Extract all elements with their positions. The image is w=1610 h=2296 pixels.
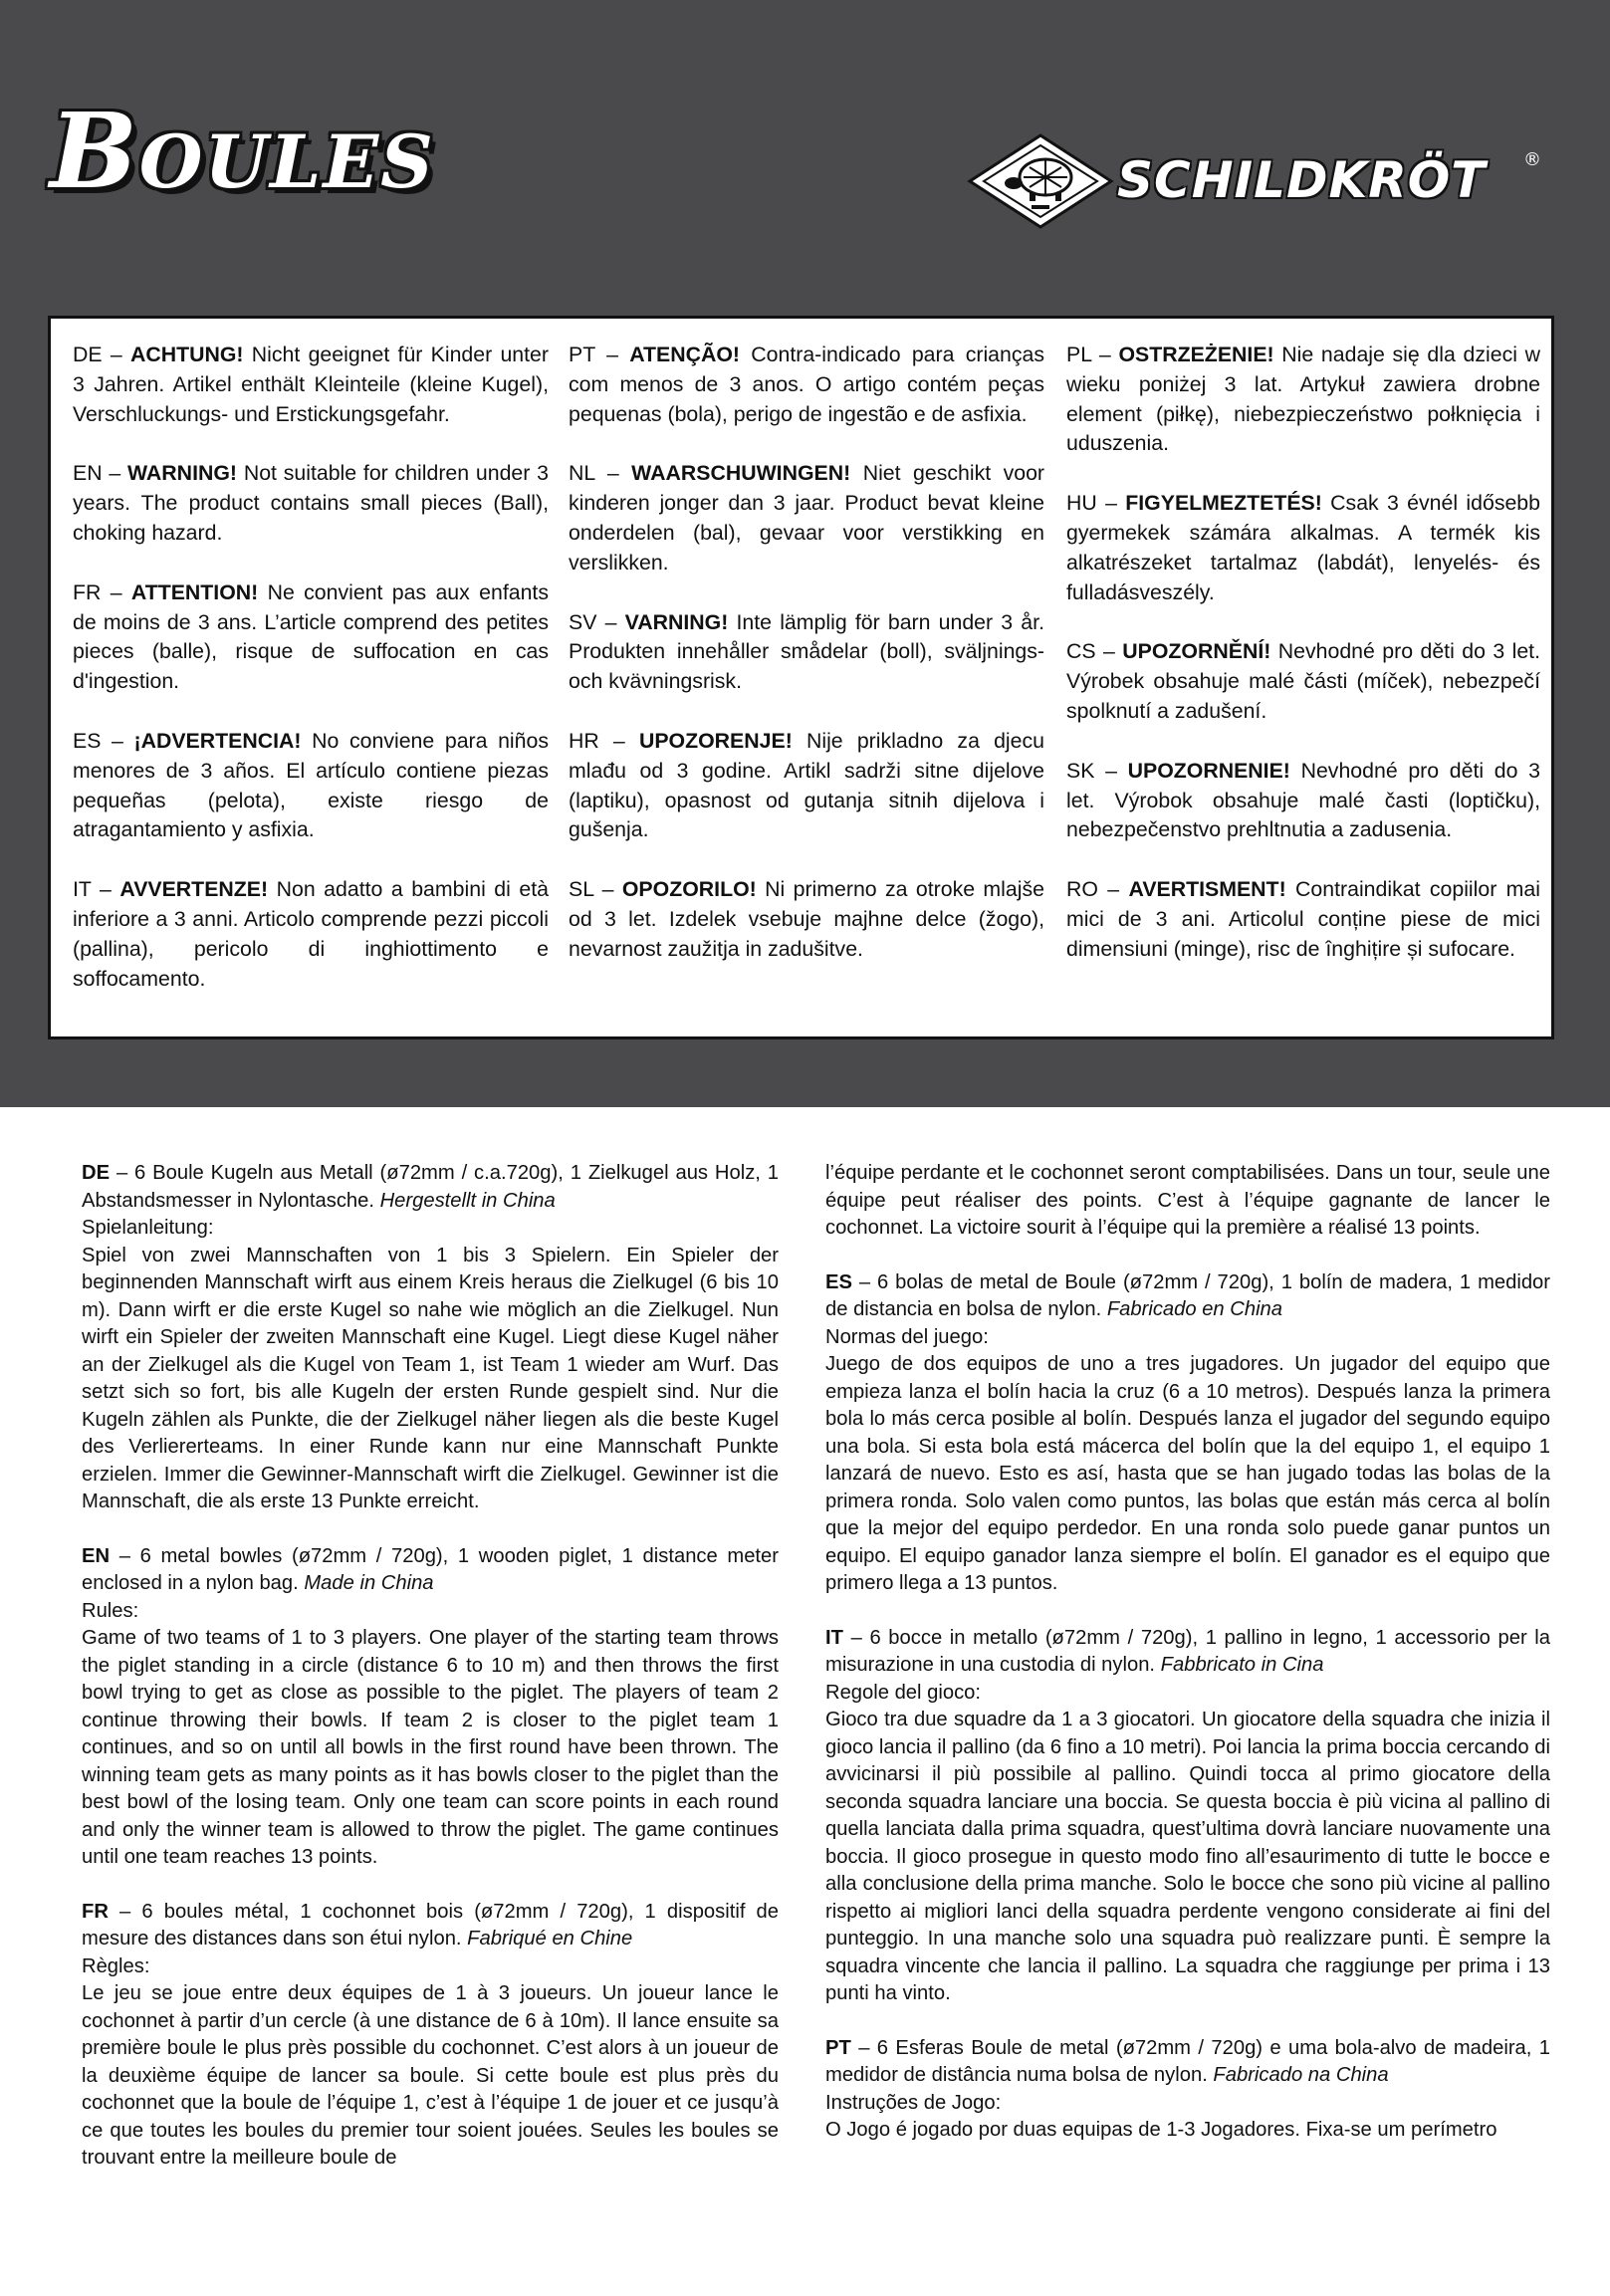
warning-lang: ES — [73, 728, 102, 753]
warning-lang: RO — [1066, 877, 1098, 902]
instructions-column — [82, 1160, 779, 2199]
language-code: DE — [82, 1162, 111, 1184]
instructions-section — [825, 1625, 1550, 2008]
made-in-text: Hergestellt in China — [379, 1189, 556, 1212]
turtle-logo-icon — [966, 131, 1115, 231]
warning-label: WAARSCHUWINGEN! — [631, 461, 851, 486]
language-code: ES — [825, 1270, 852, 1293]
warning-paragraph: EN – WARNING! Not suitable for children under 3 years. The product contains small pieces (Ball), choking hazard. — [73, 461, 549, 545]
warning-paragraph: ES – ¡ADVERTENCIA! No conviene para niños menores de 3 años. El artículo contiene piezas pequeñas (pelota), existe riesgo de atragantamiento y asfixia. — [73, 728, 549, 842]
made-in-text: Fabbricato in Cina — [1160, 1654, 1324, 1676]
warning-paragraph: SV – VARNING! Inte lämplig för barn under 3 år. Produkten innehåller smådelar (boll), sväljnings- och kvävningsrisk. — [569, 609, 1044, 694]
contents-text: – 6 bocce in metallo (ø72mm / 720g), 1 pallino in legno, 1 accessorio per la misurazione in una custodia di nylon. — [825, 1626, 1551, 1676]
made-in-text: Fabricado na China — [1213, 2064, 1389, 2086]
warning-lang: SK — [1066, 758, 1095, 783]
warning-text: Contra-indicado para crianças com menos de 3 anos. O artigo contém peças pequenas (bola), perigo de ingestão e de asfixia. — [569, 343, 1045, 426]
warning-label: ¡ADVERTENCIA! — [133, 728, 302, 753]
rules-text: l’équipe perdante et le cochonnet seront comptabilisées. Dans un tour, seule une équipe peut réaliser des points. C’est à l’équipe gagnante de lancer le cochonnet. La victoire sourit à l’équipe qui la première a réalisé 13 points. — [825, 1162, 1550, 1239]
contents-text: – 6 metal bowles (ø72mm / 720g), 1 wooden piglet, 1 distance meter enclosed in a nylon bag. — [82, 1544, 779, 1594]
contents-text: – 6 bolas de metal de Boule (ø72mm / 720g), 1 bolín de madera, 1 medidor de distancia en bolsa de nylon. — [825, 1270, 1551, 1320]
warning-text: Ne convient pas aux enfants de moins de 3 ans. L’article comprend des petites pieces (balle), risque de suffocation en cas d'ingestion. — [73, 579, 549, 694]
rules-text: Spiel von zwei Mannschaften von 1 bis 3 Spielern. Ein Spieler der beginnenden Mannschaft wirft aus einem Kreis heraus die Zielkugel (6 bis 10 m). Dann wirft er die erste Kugel so nahe wie möglich an die Zielkugel. Nun wirft ein Spieler der zweiten Mannschaft eine Kugel. Liegt diese Kugel näher an der Zielkugel als die Kugel von Team 1, ist Team 1 wieder am Wurf. Das setzt sich so fort, bis alle Kugeln der ersten Runde gespielt sind. Nur die Kugeln zählen als Punkte, die der Zielkugel näher liegen als die beste Kugel des Verliererteams. In einer Runde kann nur eine Mannschaft Punkte erzielen. Immer die Gewinner-Mannschaft wirft die Zielkugel. Gewinner ist die Mannschaft, die als erste 13 Punkte erreicht. — [82, 1244, 779, 1512]
registered-mark: ® — [1523, 149, 1541, 170]
warning-paragraph: HR – UPOZORENJE! Nije prikladno za djecu mlađu od 3 godine. Artikl sadrži sitne dijelove (laptiku), opasnost od gutanja sitnih dijelova i gušenja. — [569, 728, 1044, 842]
product-title: Boules — [50, 90, 435, 212]
warning-label: VARNING! — [624, 609, 729, 634]
instructions-section — [825, 1269, 1550, 1598]
instructions-section — [825, 1160, 1550, 1243]
warning-label: AVERTISMENT! — [1128, 877, 1286, 902]
warning-text: Nicht geeignet für Kinder unter 3 Jahren. Artikel enthält Kleinteile (kleine Kugel), Verschluckungs- und Erstickungsgefahr. — [73, 343, 549, 426]
instructions-section — [82, 1899, 779, 2173]
language-code: IT — [825, 1626, 843, 1649]
warning-column — [569, 341, 1044, 995]
warning-paragraph: NL – WAARSCHUWINGEN! Niet geschikt voor kinderen jonger dan 3 jaar. Product bevat kleine onderdelen (bal), gevaar voor verstikking en verslikken. — [569, 461, 1044, 574]
warning-label: AVVERTENZE! — [119, 877, 269, 902]
instructions-section — [82, 1160, 779, 1516]
rules-heading: Règles: — [82, 1954, 150, 1977]
warning-paragraph: RO – AVERTISMENT! Contraindikat copiilor mai mici de 3 ani. Articolul conține piese de mici dimensiuni (minge), risc de înghițire și sufocare. — [1066, 877, 1541, 961]
language-code: EN — [82, 1544, 111, 1567]
warning-label: OSTRZEŻENIE! — [1118, 343, 1274, 366]
warning-lang: PL — [1066, 343, 1092, 366]
rules-heading: Normas del juego: — [825, 1325, 989, 1348]
language-code: FR — [82, 1900, 109, 1923]
warning-label: ACHTUNG! — [129, 343, 244, 366]
warning-paragraph: SK – UPOZORNENIE! Nevhodné pro děti do 3 let. Výrobok obsahuje malé časti (loptičku), nebezpečenstvo prehltnutia a zadusenia. — [1066, 758, 1540, 842]
warning-label: ATENÇÃO! — [629, 343, 740, 366]
warning-lang: HR — [569, 728, 599, 753]
contents-text: – 6 Boule Kugeln aus Metall (ø72mm / c.a.720g), 1 Zielkugel aus Holz, 1 Abstandsmesser in Nylontasche. — [82, 1162, 780, 1212]
warning-label: WARNING! — [127, 461, 238, 486]
rules-heading: Rules: — [82, 1599, 139, 1622]
warning-text: Nevhodné pro děti do 3 let. Výrobok obsahuje malé časti (loptičku), nebezpečenstvo prehltnutia a zadusenia. — [1066, 758, 1540, 842]
warning-label: UPOZORENJE! — [638, 728, 793, 753]
warning-label: ATTENTION! — [130, 579, 259, 604]
warning-paragraph: PT – ATENÇÃO! Contra-indicado para crianças com menos de 3 anos. O artigo contém peças pequenas (bola), perigo de ingestão e de asfixia. — [569, 343, 1045, 426]
rules-heading: Instruções de Jogo: — [825, 2091, 1002, 2114]
contents-text: – 6 Esferas Boule de metal (ø72mm / 720g) e uma bola-alvo de madeira, 1 medidor de distância numa bolsa de nylon. — [825, 2036, 1550, 2086]
warning-label: UPOZORNENIE! — [1127, 758, 1290, 783]
warning-paragraph: IT – AVVERTENZE! Non adatto a bambini di età inferiore a 3 anni. Articolo comprende pezzi piccoli (pallina), pericolo di inghiottimento e soffocamento. — [73, 877, 549, 991]
rules-text: Le jeu se joue entre deux équipes de 1 à 3 joueurs. Un joueur lance le cochonnet à partir d’un cercle (à une distance de 6 à 10m). Il lance ensuite sa première boule le plus près possible du cochonnet. C’est alors à un joueur de la deuxième équipe de lancer sa boule. Si cette boule est plus près du cochonnet que la boule de l’équipe 1, c’est à l’équipe 1 de jouer et ce jusqu’à ce que toutes les boules du premier tour soient jouées. Seules les boules se trouvant entre la meilleure boule de — [82, 1982, 779, 2169]
made-in-text: Fabricado en China — [1106, 1298, 1283, 1320]
warning-lang: PT — [569, 343, 595, 366]
warning-lang: FR — [73, 579, 102, 604]
warning-text: Ni primerno za otroke mlajše od 3 let. Izdelek vsebuje majhne delce (žogo), nevarnost zaužitja in zadušitve. — [569, 877, 1044, 961]
rules-heading: Regole del gioco: — [825, 1681, 981, 1704]
warning-lang: SL — [569, 877, 594, 902]
made-in-text: Made in China — [304, 1572, 434, 1594]
warning-label: FIGYELMEZTETÉS! — [1125, 491, 1322, 516]
warning-paragraph: CS – UPOZORNĚNÍ! Nevhodné pro děti do 3 let. Výrobek obsahuje malé části (míček), nebezpečí spolknutí a zadušení. — [1066, 639, 1540, 723]
warning-text: Nie nadaje się dla dzieci w wieku poniżej 3 lat. Artykuł zawiera drobne element (piłkę), niebezpieczeństwo połknięcia i uduszenia. — [1066, 343, 1540, 456]
warning-paragraph: PL – OSTRZEŻENIE! Nie nadaje się dla dzieci w wieku poniżej 3 lat. Artykuł zawiera drobne element (piłkę), niebezpieczeństwo połknięcia i uduszenia. — [1066, 343, 1540, 456]
warning-paragraph: HU – FIGYELMEZTETÉS! Csak 3 évnél idősebb gyermekek számára alkalmas. A termék kis alkatrészeket tartalmaz (labdát), lenyelés- és fulladásveszély. — [1066, 491, 1540, 604]
warning-label: UPOZORNĚNÍ! — [1122, 639, 1271, 664]
warning-text: Non adatto a bambini di età inferiore a 3 anni. Articolo comprende pezzi piccoli (pallina), pericolo di inghiottimento e soffocamento. — [73, 877, 549, 991]
brand-logo — [966, 131, 1563, 231]
warning-paragraph: SL – OPOZORILO! Ni primerno za otroke mlajše od 3 let. Izdelek vsebuje majhne delce (žogo), nevarnost zaužitja in zadušitve. — [569, 877, 1044, 961]
warning-paragraph: DE – ACHTUNG! Nicht geeignet für Kinder unter 3 Jahren. Artikel enthält Kleinteile (kleine Kugel), Verschluckungs- und Erstickungsgefahr. — [73, 343, 549, 426]
warning-column — [1066, 341, 1540, 995]
warning-lang: IT — [73, 877, 92, 902]
warning-text: Niet geschikt voor kinderen jonger dan 3 jaar. Product bevat kleine onderdelen (bal), gevaar voor verstikking en verslikken. — [569, 461, 1044, 574]
rules-text: O Jogo é jogado por duas equipas de 1-3 Jogadores. Fixa-se um perímetro — [825, 2119, 1497, 2141]
rules-heading: Spielanleitung: — [82, 1217, 214, 1239]
warning-box — [48, 316, 1554, 1039]
rules-text: Game of two teams of 1 to 3 players. One player of the starting team throws the piglet standing in a circle (distance 6 to 10 m) and then throws the first bowl trying to get as close as possible to the piglet. The players of team 2 continue throwing their bowls. If team 2 is closer to the piglet team 1 continues, and so on until all bowls in the first round have been thrown. The winning team gets as many points as it has bowls closer to the piglet than the best bowl of the losing team. Only one team can score points in each round and only the winner team is allowed to throw the piglet. The game continues until one team reaches 13 points. — [82, 1627, 779, 1868]
rules-text: Juego de dos equipos de uno a tres jugadores. Un jugador del equipo que empieza lanza el bolín hacia la cruz (6 a 10 metros). Después lanza la primera bola lo más cerca posible al bolín. Después lanza el jugador del segundo equipo una bola. Si esta bola está mácerca del bolín que la del equipo 1, el equipo 1 lanzará de nuevo. Esto es así, hasta que se han jugado todas las bolas de la primera ronda. Solo valen como puntos, las bolas que están más cerca al bolín que la mejor del equipo perdedor. En una ronda solo puede ganar puntos un equipo. El equipo ganador lanza siempre el bolín. El ganador es el equipo que primero llega a 13 puntos. — [825, 1353, 1550, 1594]
warning-text: Nije prikladno za djecu mlađu od 3 godine. Artikl sadrži sitne dijelove (laptiku), opasnost od gutanja sitnih dijelova i gušenja. — [569, 728, 1044, 842]
warning-lang: EN — [73, 461, 103, 486]
warning-lang: CS — [1066, 639, 1096, 664]
warning-paragraph: FR – ATTENTION! Ne convient pas aux enfants de moins de 3 ans. L’article comprend des petites pieces (balle), risque de suffocation en cas d'ingestion. — [73, 579, 549, 694]
warning-text: Not suitable for children under 3 years. The product contains small pieces (Ball), choking hazard. — [73, 461, 549, 545]
warning-lang: HU — [1066, 491, 1097, 516]
contents-text: – 6 boules métal, 1 cochonnet bois (ø72mm / 720g), 1 dispositif de mesure des distances dans son étui nylon. — [82, 1900, 780, 1950]
warning-text: Inte lämplig för barn under 3 år. Produkten innehåller smådelar (boll), sväljnings- och kvävningsrisk. — [569, 609, 1044, 694]
warning-lang: NL — [569, 461, 595, 486]
warning-lang: DE — [73, 343, 103, 366]
made-in-text: Fabriqué en Chine — [467, 1928, 633, 1950]
warning-text: Nevhodné pro děti do 3 let. Výrobek obsahuje malé části (míček), nebezpečí spolknutí a zadušení. — [1066, 639, 1540, 723]
brand-name: SCHILDKRÖT — [1117, 151, 1487, 209]
language-code: PT — [825, 2036, 851, 2059]
warning-text: Csak 3 évnél idősebb gyermekek számára alkalmas. A termék kis alkatrészeket tartalmaz (labdát), lenyelés- és fulladásveszély. — [1066, 491, 1540, 604]
warning-text: No conviene para niños menores de 3 años. El artículo contiene piezas pequeñas (pelota), existe riesgo de atragantamiento y asfixia. — [73, 728, 549, 842]
rules-text: Gioco tra due squadre da 1 a 3 giocatori. Un giocatore della squadra che inizia il gioco lancia il pallino (da 6 fino a 10 metri). Poi lancia la prima boccia cercando di avvicinarsi il più possibile al pallino. Quindi tocca al primo giocatore della seconda squadra lanciare una boccia. Se questa boccia è più vicina al pallino di quella lanciata dalla prima squadra, quest’ultima dovrà lanciare nuovamente una boccia. Il gioco prosegue in questo modo fino all’esaurimento di tutte le bocce e alla conclusione della prima manche. Solo le bocce che sono più vicine al pallino rispetto ai migliori lanci della squadra perdente vengono considerate ai fini del punteggio. In una manche solo una squadra può realizzare punti. È sempre la squadra vincente che lancia il pallino. La squadra che raggiunge per prima i 13 punti ha vinto. — [825, 1709, 1550, 2004]
warning-lang: SV — [569, 609, 597, 634]
header-banner — [0, 0, 1610, 1107]
warning-label: OPOZORILO! — [621, 877, 757, 902]
instructions-column — [825, 1160, 1550, 2172]
warning-text: Contraindikat copiilor mai mici de 3 ani. Articolul conține piese de mici dimensiuni (minge), risc de înghițire și sufocare. — [1066, 877, 1541, 961]
instructions-section — [825, 2035, 1550, 2145]
warning-column — [73, 341, 549, 1024]
instructions-section — [82, 1543, 779, 1872]
